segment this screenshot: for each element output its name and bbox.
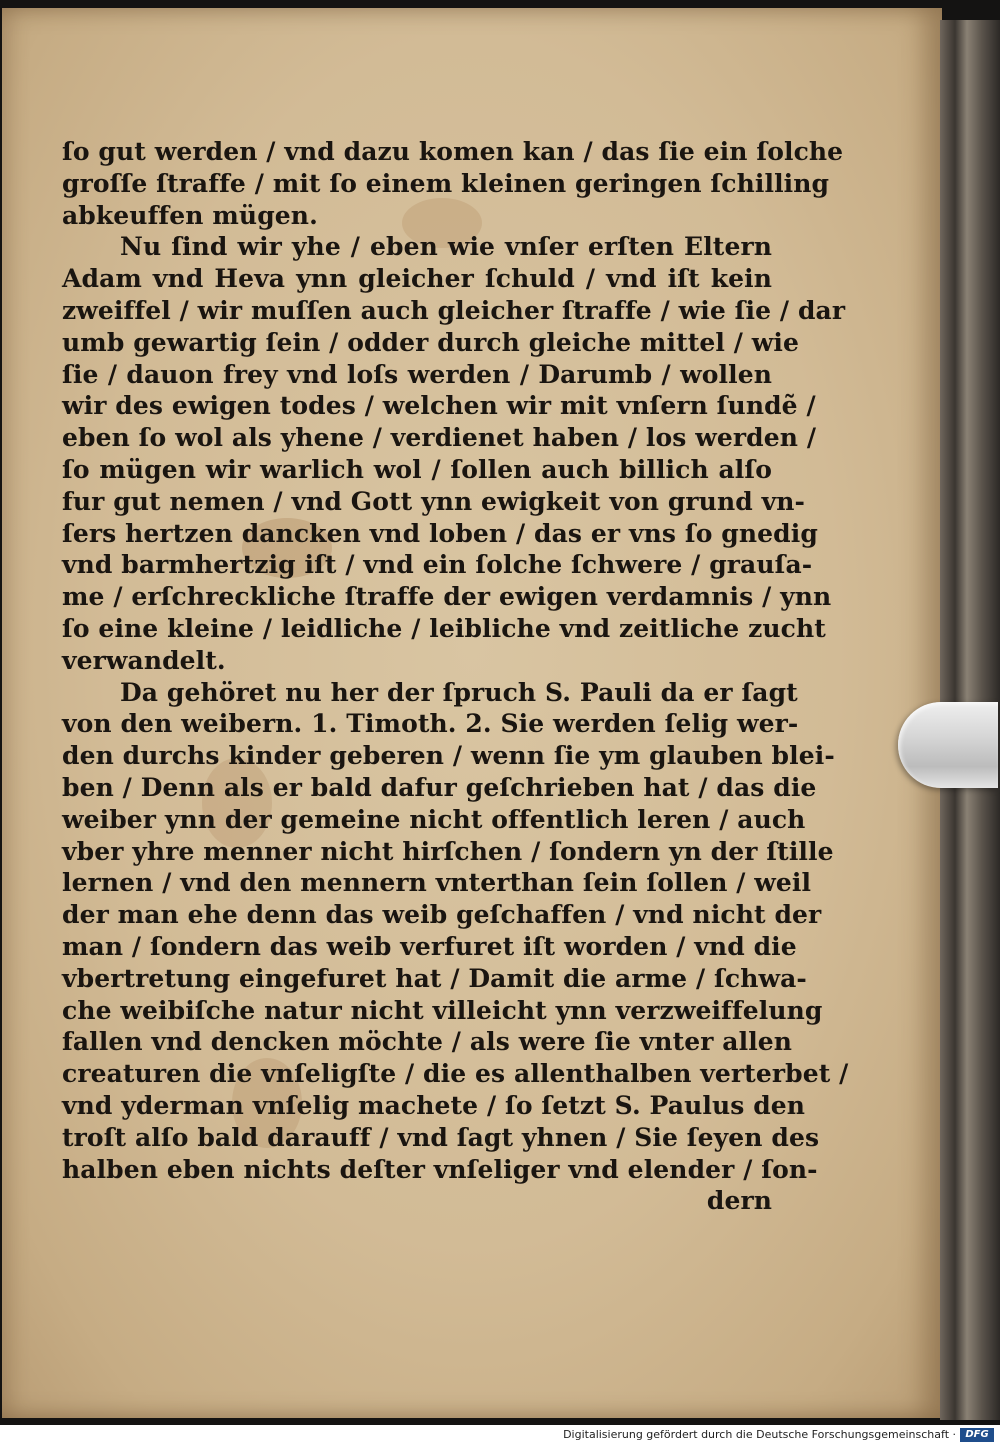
text-line: ſo gut werden / vnd dazu komen kan / das ſie ein ſolche [62, 137, 844, 166]
text-line: creaturen die vnſeligſte / die es allenthalben verterbet / [62, 1059, 849, 1089]
text-line: den durchs kinder geberen / wenn ſie ym glauben blei- [62, 741, 835, 771]
book-page [2, 8, 942, 1418]
text-line: eben ſo wol als yhene / verdienet haben / los werden / [62, 423, 817, 453]
text-line: groſſe ſtraffe / mit ſo einem kleinen geringen ſchilling [62, 168, 830, 198]
page-text [62, 136, 849, 1217]
text-line: ſie / dauon frey vnd loſs werden / Darumb / wollen [62, 359, 772, 389]
text-line: vbertretung eingefuret hat / Damit die arme / ſchwa- [62, 963, 807, 993]
text-line: vnd barmhertzig iſt / vnd ein ſolche ſchwere / grauſa- [62, 550, 813, 580]
text-line: vnd yderman vnſelig machete / ſo ſetzt S. Paulus den [62, 1090, 806, 1120]
text-line: troſt alſo bald darauff / vnd ſagt yhnen / Sie ſeyen des [62, 1122, 820, 1152]
text-line: Nu ſind wir yhe / eben wie vnſer erſten Eltern [120, 232, 772, 262]
text-line: fur gut nemen / vnd Gott ynn ewigkeit von grund vn- [62, 486, 805, 516]
text-line: ſers hertzen dancken vnd loben / das er vns ſo gnedig [62, 518, 818, 548]
catchword: dern [706, 1186, 772, 1216]
text-line: der man ehe denn das weib geſchaffen / vnd nicht der [62, 900, 822, 930]
text-line: zweiffel / wir muſſen auch gleicher ſtraffe / wie ſie / dar [62, 295, 846, 325]
text-line: ben / Denn als er bald dafur geſchrieben hat / das die [62, 772, 817, 802]
text-line: me / erſchreckliche ſtraffe der ewigen verdamnis / ynn [62, 582, 832, 612]
text-line: ſo mügen wir warlich wol / ſollen auch billich alſo [62, 454, 772, 484]
text-line: ſo eine kleine / leidliche / leibliche vnd zeitliche zucht [62, 613, 826, 643]
text-line: weiber ynn der gemeine nicht offentlich leren / auch [62, 804, 806, 834]
footer-bar [0, 1425, 1000, 1446]
text-line: man / ſondern das weib verfuret iſt worden / vnd die [62, 931, 797, 961]
text-line: verwandelt. [62, 645, 226, 675]
text-line: von den weibern. 1. Timoth. 2. Sie werden ſelig wer- [62, 709, 799, 739]
text-line: Da gehöret nu her der ſpruch S. Pauli da er ſagt [120, 677, 798, 707]
text-line: fallen vnd dencken möchte / als were ſie vnter allen [62, 1027, 793, 1057]
text-line: wir des ewigen todes / welchen wir mit vnſern ſundẽ / [62, 391, 816, 421]
text-line: Adam vnd Heva ynn gleicher ſchuld / vnd iſt kein [62, 264, 772, 294]
text-line: abkeuffen mügen. [62, 200, 318, 230]
text-line: che weibiſche natur nicht villeicht ynn verzweiffelung [62, 995, 823, 1025]
text-line: halben eben nichts deſter vnſeliger vnd elender / ſon- [62, 1154, 818, 1184]
text-line: vber yhre menner nicht hirſchen / ſondern yn der ſtille [62, 836, 834, 866]
funding-credit: Digitalisierung gefördert durch die Deutsche Forschungsgemeinschaft · [563, 1428, 956, 1441]
dfg-logo: DFG [960, 1428, 994, 1442]
text-line: umb gewartig ſein / odder durch gleiche mittel / wie [62, 327, 800, 357]
page-clip [898, 702, 998, 788]
text-line: lernen / vnd den mennern vnterthan ſein ſollen / weil [62, 868, 812, 898]
